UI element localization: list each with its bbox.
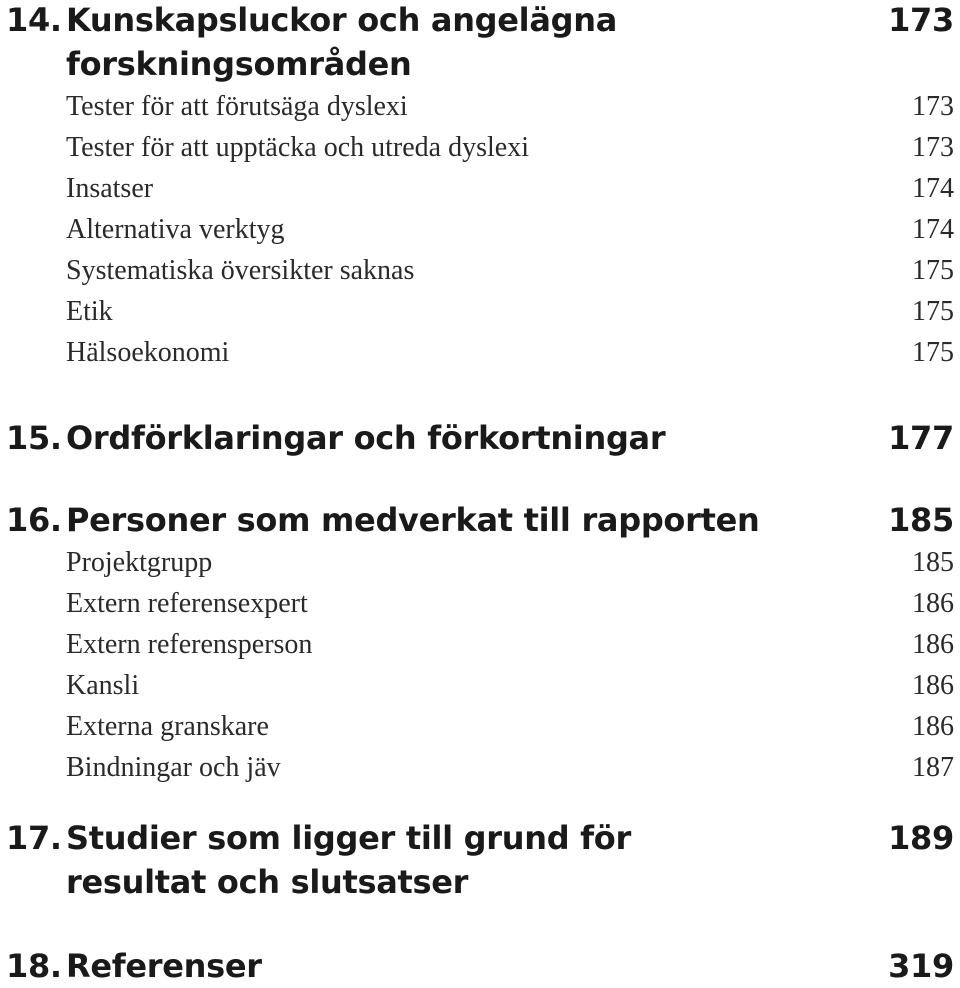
entry-label: Insatser bbox=[66, 173, 154, 204]
entry-page-number: 175 bbox=[912, 296, 954, 327]
entry-page-number: 175 bbox=[912, 255, 954, 286]
chapter-number: 14. bbox=[6, 1, 62, 39]
chapter-number: 15. bbox=[6, 419, 62, 457]
toc-entry[interactable] bbox=[66, 168, 954, 209]
entry-label: Hälsoekonomi bbox=[66, 337, 230, 368]
toc-entry[interactable] bbox=[66, 706, 954, 747]
toc-entry[interactable] bbox=[66, 127, 954, 168]
entry-page-number: 185 bbox=[912, 547, 954, 578]
chapter-title-line-1: Studier som ligger till grund för bbox=[66, 819, 631, 857]
chapter-page-number: 185 bbox=[888, 501, 954, 539]
entry-page-number: 173 bbox=[912, 132, 954, 163]
entry-label: Bindningar och jäv bbox=[66, 752, 281, 783]
chapter-heading[interactable] bbox=[6, 944, 954, 988]
entry-page-number: 187 bbox=[912, 752, 954, 783]
toc-entry[interactable] bbox=[66, 209, 954, 250]
toc-entry[interactable] bbox=[66, 583, 954, 624]
entry-label: Extern referensexpert bbox=[66, 588, 308, 619]
chapter-title-line-2: resultat och slutsatser bbox=[66, 863, 469, 901]
chapter-heading[interactable] bbox=[6, 416, 954, 460]
entry-page-number: 186 bbox=[912, 588, 954, 619]
chapter-title-line-1: Ordförklaringar och förkortningar bbox=[66, 419, 666, 457]
toc-entry[interactable] bbox=[66, 747, 954, 788]
entry-label: Extern referensperson bbox=[66, 629, 313, 660]
chapter-page-number: 189 bbox=[888, 819, 954, 857]
toc-chapter-18 bbox=[6, 944, 954, 988]
toc-entry[interactable] bbox=[66, 250, 954, 291]
chapter-heading[interactable] bbox=[6, 0, 954, 86]
entry-label: Projektgrupp bbox=[66, 547, 213, 578]
toc-entry[interactable] bbox=[66, 332, 954, 373]
entry-label: Externa granskare bbox=[66, 711, 269, 742]
toc-entry[interactable] bbox=[66, 665, 954, 706]
toc-entry[interactable] bbox=[66, 291, 954, 332]
chapter-page-number: 177 bbox=[888, 419, 954, 457]
entry-label: Kansli bbox=[66, 670, 140, 701]
entry-page-number: 175 bbox=[912, 337, 954, 368]
entry-page-number: 174 bbox=[912, 173, 954, 204]
chapter-heading[interactable] bbox=[6, 816, 954, 904]
chapter-page-number: 319 bbox=[888, 947, 954, 985]
entry-label: Etik bbox=[66, 296, 113, 327]
chapter-title-line-1: Referenser bbox=[66, 947, 262, 985]
chapter-number: 18. bbox=[6, 947, 62, 985]
toc-chapter-14 bbox=[6, 0, 954, 373]
entry-page-number: 173 bbox=[912, 91, 954, 122]
chapter-title-line-1: Kunskapsluckor och angelägna bbox=[66, 1, 618, 39]
toc-chapter-17 bbox=[6, 816, 954, 904]
entry-label: Tester för att förutsäga dyslexi bbox=[66, 91, 408, 122]
toc-chapter-16 bbox=[6, 498, 954, 788]
chapter-number: 16. bbox=[6, 501, 62, 539]
chapter-page-number: 173 bbox=[888, 1, 954, 39]
toc-entry[interactable] bbox=[66, 624, 954, 665]
entry-page-number: 186 bbox=[912, 670, 954, 701]
chapter-title-line-1: Personer som medverkat till rapporten bbox=[66, 501, 760, 539]
toc-chapter-15 bbox=[6, 416, 954, 460]
entry-page-number: 186 bbox=[912, 711, 954, 742]
entry-page-number: 174 bbox=[912, 214, 954, 245]
entry-label: Alternativa verktyg bbox=[66, 214, 285, 245]
entry-label: Systematiska översikter saknas bbox=[66, 255, 415, 286]
chapter-title-line-2: forskningsområden bbox=[66, 45, 412, 83]
entry-page-number: 186 bbox=[912, 629, 954, 660]
chapter-number: 17. bbox=[6, 819, 62, 857]
toc-entry[interactable] bbox=[66, 86, 954, 127]
toc-entry[interactable] bbox=[66, 542, 954, 583]
chapter-heading[interactable] bbox=[6, 498, 954, 542]
entry-label: Tester för att upptäcka och utreda dyslexi bbox=[66, 132, 529, 163]
